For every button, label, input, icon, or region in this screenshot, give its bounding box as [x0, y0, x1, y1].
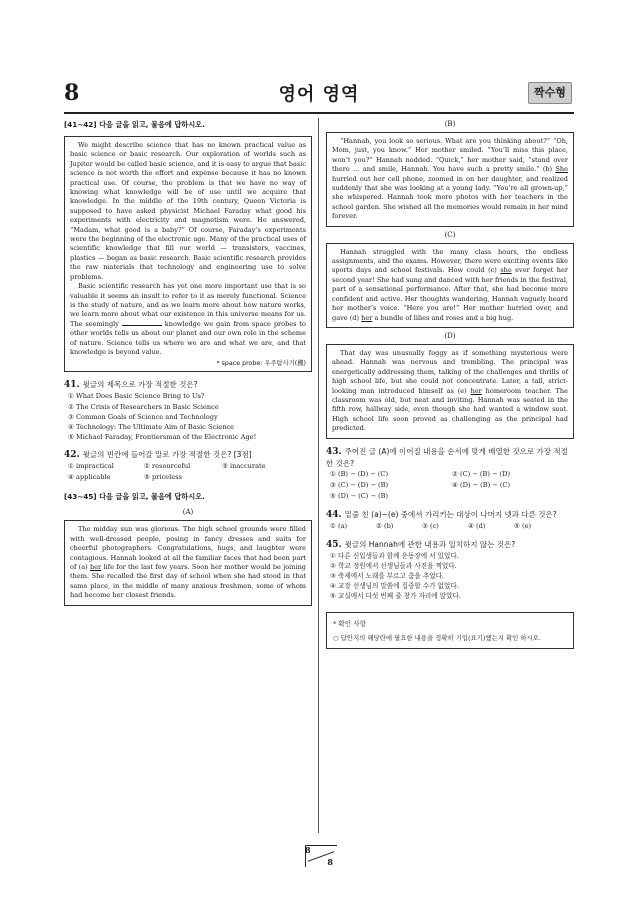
option-4[interactable]: ④ (D) − (B) − (C) — [452, 480, 511, 489]
section-title: 영어 영역 — [278, 84, 360, 105]
option-4[interactable]: ④ 교장 선생님의 말씀에 집중할 수가 없었다. — [330, 582, 459, 591]
option-2[interactable]: ② (C) − (B) − (D) — [452, 469, 511, 478]
question-prompt — [326, 509, 574, 521]
question-text: 밑줄 친 (a)~(e) 중에서 가리키는 대상이 나머지 넷과 다른 것은? — [344, 509, 557, 519]
option-4[interactable]: ④ Technology: The Ultimate Aim of Basic Science — [68, 422, 235, 431]
question-45 — [326, 539, 574, 602]
question-42 — [64, 449, 312, 483]
question-prompt — [64, 379, 312, 391]
options-row — [326, 491, 574, 502]
option-5[interactable]: ⑤ 교실에서 다섯 번째 줄 창가 자리에 앉았다. — [330, 592, 461, 601]
option-5[interactable]: ⑤ Michael Faraday, Frontiersman of the Electronic Age! — [68, 433, 257, 442]
question-41 — [64, 379, 312, 442]
passage-text: “Hannah, you look so serious. What are you thinking about?” “Oh, Mom, just, you know.” Her mother smiled. “You’ll miss this place, won’t you?” Hannah nodded. “Quick,” her mother said, “stand over there … and smile, Hannah. You have such a pretty smile.” (b) — [332, 137, 568, 174]
options-row — [64, 472, 312, 483]
passage-paragraph — [332, 137, 568, 222]
option-2[interactable]: ② 학교 정원에서 선생님들과 사진을 찍었다. — [330, 561, 457, 570]
option-1[interactable]: ① 다른 신입생들과 함께 운동장에 서 있었다. — [330, 551, 459, 560]
passage-paragraph-1: We might describe science that has no known practical value as basic science or basic research. Our exploration of worlds such as Jupiter would be called basic science, and it is easy to argue that basic science is not worth the effort and expense because it has no known practical use. Of course, the problem is that we have no way of knowing what knowledge will be of use until we acquire that knowledge. In the middle of the 19th century, Queen Victoria is supposed to have asked physicist Michael Faraday what good his experiments with electricity and magnetism were. He answered, “Madam, what good is a baby?” Of course, Faraday’s experiments were the beginning of the electronic age. Many of the practical uses of scientific knowledge that fill our world — transistors, vaccines, plastics — began as basic research. Basic scientific research provides the raw materials that technology and engineering use to solve problems. — [70, 141, 306, 281]
option-3[interactable]: ③ (C) − (D) − (B) — [330, 480, 389, 489]
question-prompt — [326, 446, 574, 469]
passage-text: knowledge we gain from space probes to other worlds tells us about our planet and our own role in the scheme of nature. Science tells us where we are and what we are, and that knowledge is beyond value. — [70, 319, 306, 356]
passage-text: hurried out her cell phone, zoomed in on her daughter, and realized suddenly that she was looking at a young lady. “You’re all grown-up,” she whispered. Hannah took more photos with her teachers in the school garden. She wished all the memories would remain in her mind forever. — [332, 174, 568, 221]
options-row — [326, 521, 574, 532]
passage-paragraph — [332, 349, 568, 434]
passage-text: Basic scientific research has yet one more important use that is so valuable it seems an insult to refer to it as merely functional. Science is the study of nature, and as we learn more about how nature works, we learn more about what our existence in this universe means for us. The seemingly — [70, 282, 306, 328]
left-column — [64, 118, 312, 606]
passage-text: ever forget her second year! She had sung and danced with her friends in the festival, part of a sensational performance. After that, she had become more confident and active. Her thoughts wandering, Hannah vaguely heard her mother’s voice. “Here you are!” Her mother hurried over, and gave (d) — [332, 266, 568, 322]
check-text: ○ 답안지의 해당란에 필요한 내용을 정확히 기입(표기)했는지 확인 하시오. — [333, 633, 541, 642]
question-number: 41. — [64, 380, 80, 391]
option-5[interactable]: ⑤ (e) — [514, 521, 532, 530]
passage-paragraph — [332, 248, 568, 323]
page-number: 8 — [64, 80, 80, 106]
passage-text: homeroom teacher. The classroom was old, but neat and inviting. Hannah was seated in the fifth row, hallway side, even though she had wanted a window seat. High school life soon proved as challenging as the principal had predicted. — [332, 386, 568, 433]
option-4[interactable]: ④ (d) — [468, 521, 486, 530]
option-1[interactable]: ① (a) — [330, 521, 348, 530]
passage-label-d: (D) — [444, 331, 456, 340]
option-5[interactable]: ⑤ priceless — [144, 473, 182, 482]
option-1[interactable]: ① What Does Basic Science Bring to Us? — [68, 392, 205, 401]
passage-d — [326, 344, 574, 439]
option-2[interactable]: ② The Crisis of Researchers in Basic Science — [68, 402, 219, 411]
underlined-word: she — [500, 266, 512, 275]
question-number: 42. — [64, 450, 80, 461]
passage-label-c: (C) — [444, 230, 456, 239]
passage-text: That day was unusually foggy as if something mysterious were ahead. Hannah was nervous and trembling. The principal was energetically addressing them, talking of the challenges and thrills of high school life, but she could not concentrate. Later, a tall, strict-looking man introduced himself as (e) — [332, 348, 568, 395]
option-4[interactable]: ④ applicable — [68, 473, 111, 482]
question-number: 45. — [326, 539, 342, 550]
question-prompt — [326, 539, 574, 551]
passage-b — [326, 132, 574, 227]
passage-a — [64, 520, 312, 605]
underlined-word: She — [555, 165, 568, 174]
option-1[interactable]: ① impractical — [68, 462, 114, 471]
right-column — [326, 118, 574, 649]
option-1[interactable]: ① (B) − (D) − (C) — [330, 469, 389, 478]
option-3[interactable]: ③ Common Goals of Science and Technology — [68, 412, 218, 421]
footer-page-total: 8 — [327, 857, 333, 867]
exam-type-badge: 짝수형 — [528, 82, 572, 104]
option-2[interactable]: ② resourceful — [144, 462, 191, 471]
question-prompt — [64, 449, 312, 461]
instruction-43-45: [43~45] 다음 글을 읽고, 물음에 답하시오. — [64, 492, 205, 502]
passage-text: Hannah struggled with the many class hours, the endless assignments, and the exams. However, there were exciting events like sports days and school festivals. How could (c) — [332, 247, 568, 275]
passage-paragraph-2 — [70, 282, 306, 357]
footnote: * space probe: 우주탐사기(機) — [216, 360, 306, 368]
column-divider — [318, 118, 319, 833]
underlined-word: her — [361, 313, 373, 322]
options-row — [64, 461, 312, 472]
page-footer — [305, 845, 335, 867]
header-divider — [64, 112, 574, 114]
options-row — [326, 469, 574, 480]
passage-label-a: (A) — [182, 508, 194, 517]
underlined-word: her — [89, 562, 102, 571]
question-text: 윗글의 제목으로 가장 적절한 것은? — [82, 380, 198, 390]
check-notice — [326, 612, 574, 649]
check-title: * 확인 사항 — [333, 619, 366, 628]
passage-text: life for the last few years. Soon her mother would be joining them. She recalled the first day of school when she had stood in that same place, in the middle of many anxious freshmen, some of whom had become her closest friends. — [70, 562, 306, 600]
answer-blank — [122, 320, 162, 326]
passage-paragraph — [70, 525, 306, 600]
passage-41-42 — [64, 136, 312, 372]
question-number: 43. — [326, 446, 342, 457]
options-row — [326, 480, 574, 491]
passage-text: a bundle of lilies and roses and a big hug. — [374, 313, 514, 322]
passage-text: The midday sun was glorious. The high school grounds were filled with well-dressed people, posing in fancy dresses and suits for cheerful photographers. Congratulations, hugs, and laughter were contagious. Hannah looked at all the familiar faces that had been part of (a) — [70, 525, 306, 571]
instruction-41-42: [41~42] 다음 글을 읽고, 물음에 답하시오. — [64, 120, 205, 129]
question-44 — [326, 509, 574, 532]
option-2[interactable]: ② (b) — [376, 521, 394, 530]
passage-c — [326, 243, 574, 328]
option-3[interactable]: ③ inaccurate — [222, 462, 266, 471]
question-text: 주어진 글 (A)에 이어질 내용을 순서에 맞게 배열한 것으로 가장 적절한 것은? — [326, 446, 568, 468]
option-3[interactable]: ③ 축제에서 노래를 부르고 춤을 추었다. — [330, 571, 445, 580]
option-3[interactable]: ③ (c) — [422, 521, 439, 530]
question-43 — [326, 446, 574, 502]
underlined-word: her — [470, 386, 482, 395]
question-number: 44. — [326, 509, 342, 520]
option-5[interactable]: ⑤ (D) − (C) − (B) — [330, 491, 389, 500]
question-text: 윗글의 빈칸에 들어갈 말로 가장 적절한 것은? [3점] — [82, 450, 252, 460]
question-text: 윗글의 Hannah에 관한 내용과 일치하지 않는 것은? — [344, 539, 516, 549]
footer-page-number: 8 — [305, 845, 311, 855]
passage-label-b: (B) — [444, 120, 456, 128]
